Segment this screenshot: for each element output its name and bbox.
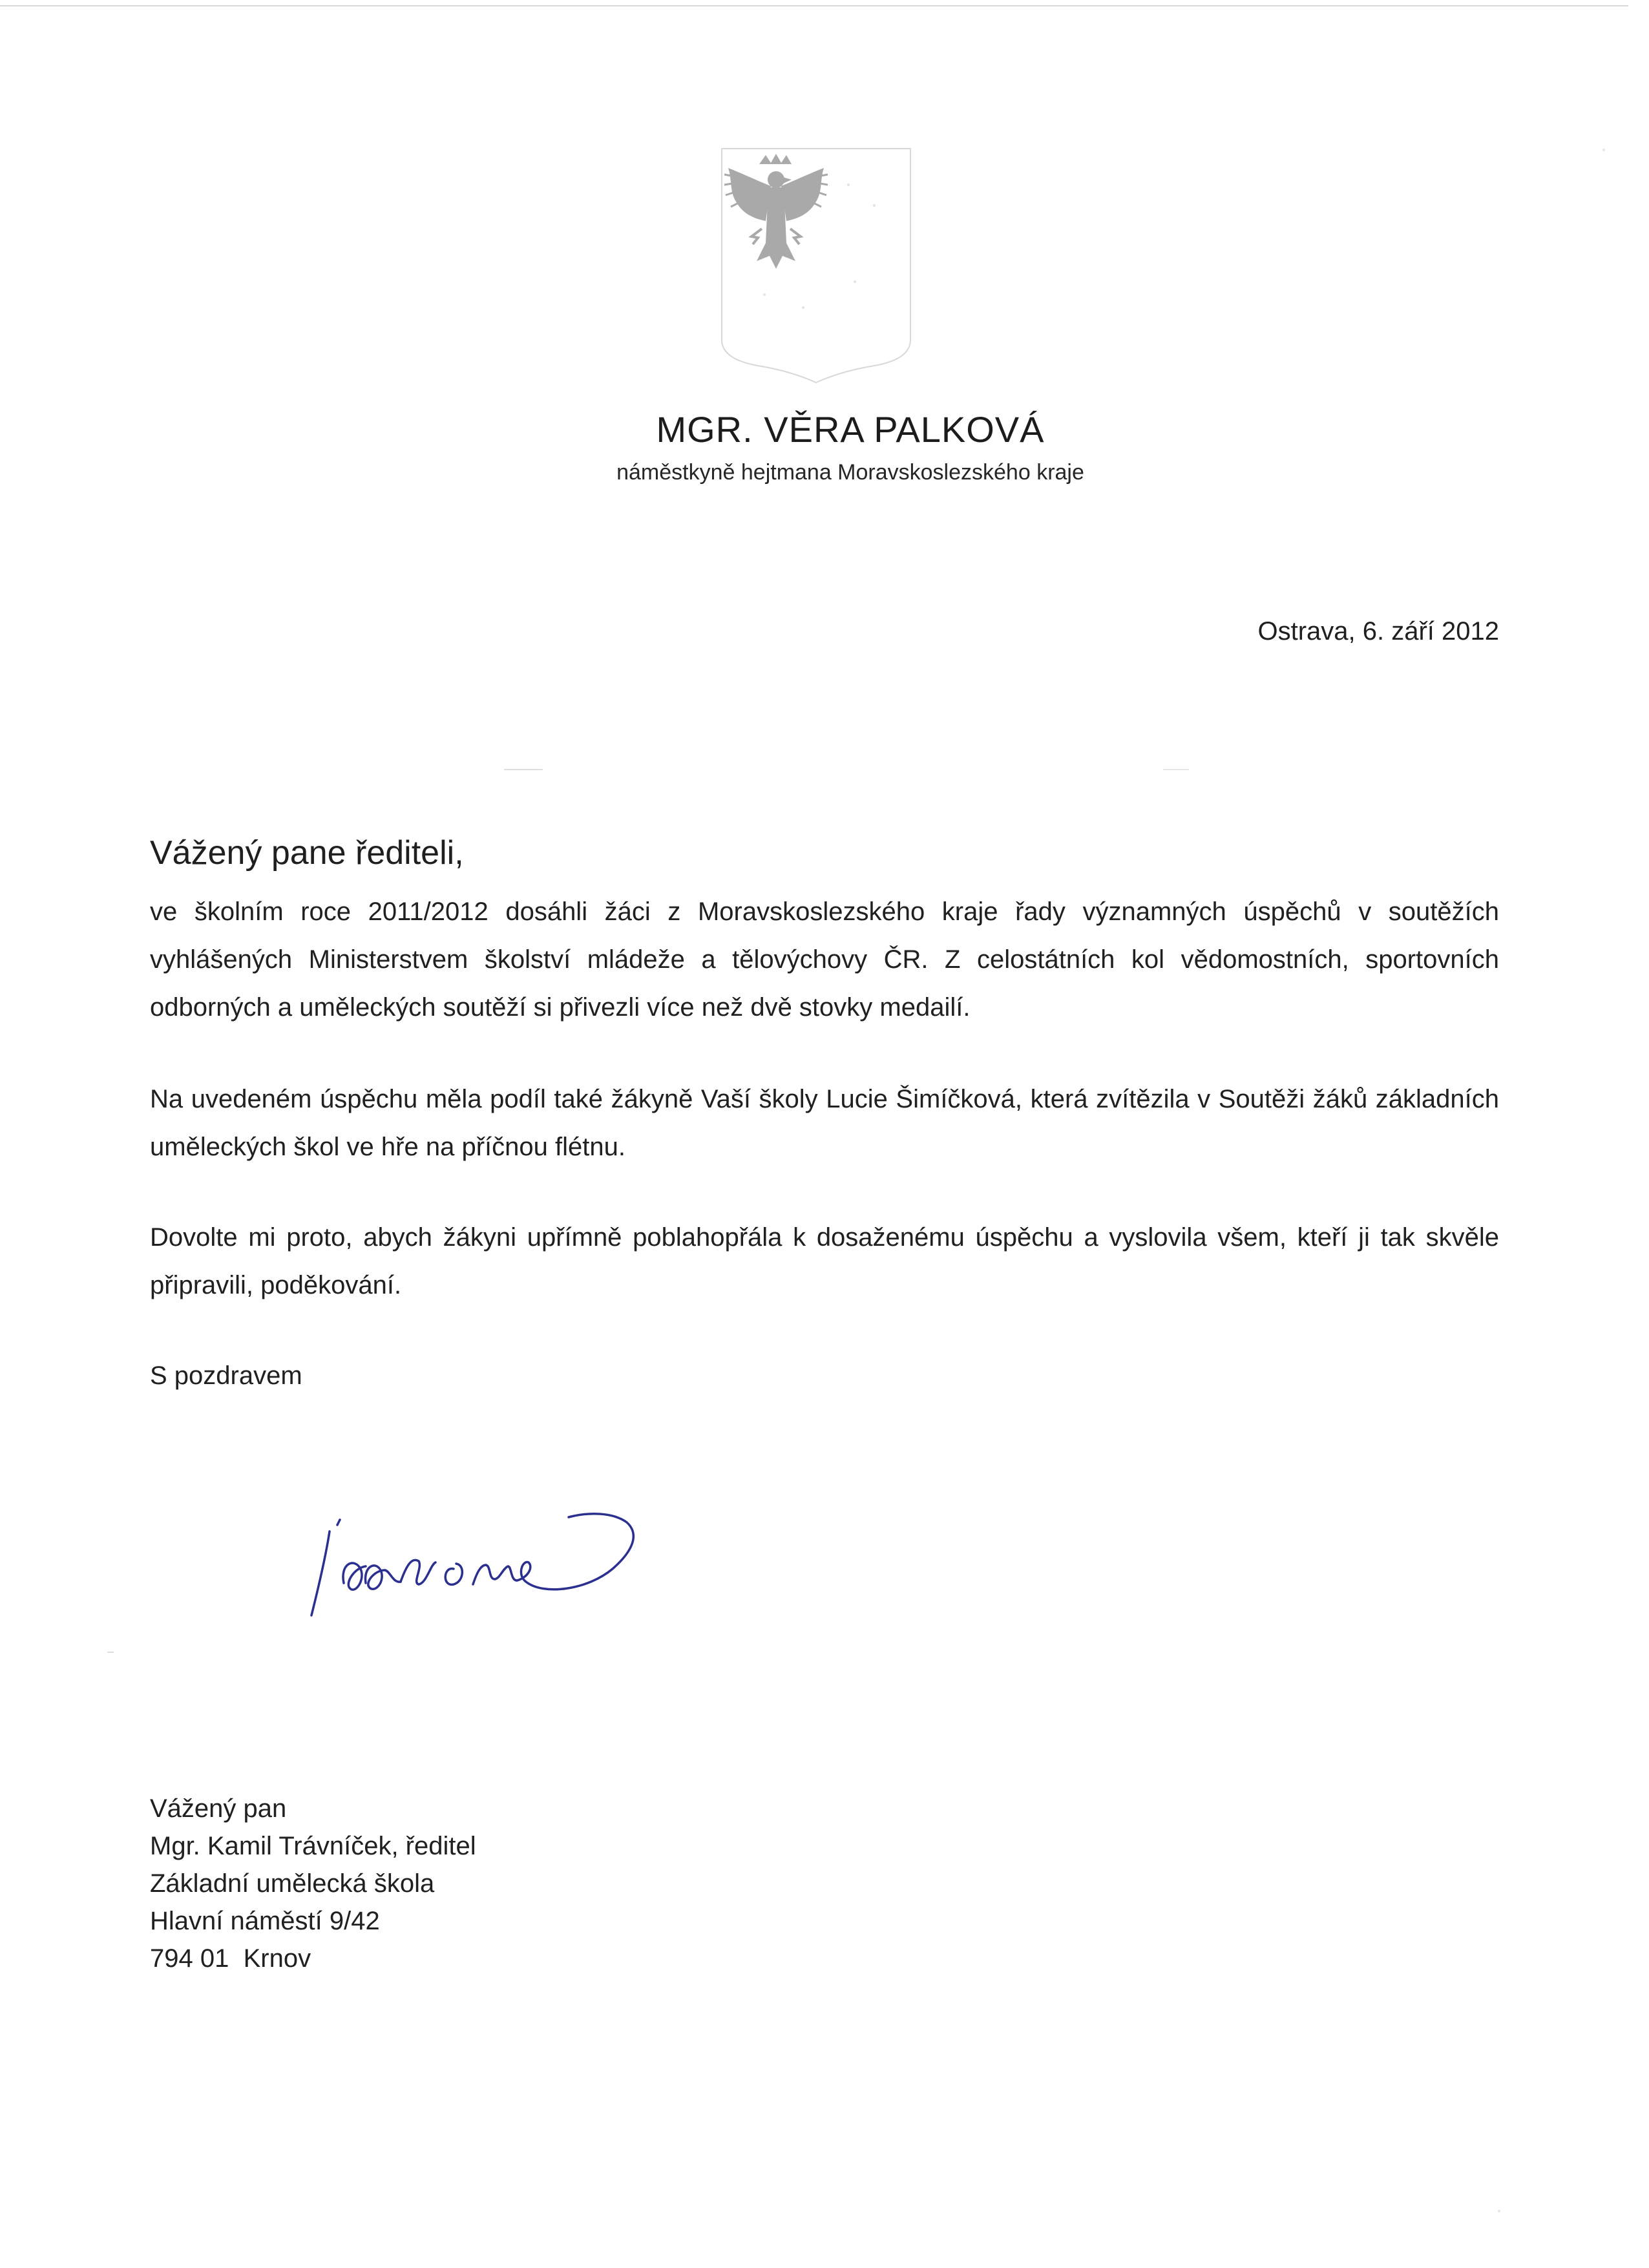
address-line-1: Vážený pan [150,1794,287,1823]
date-line: Ostrava, 6. září 2012 [1257,617,1499,646]
sender-name: MGR. VĚRA PALKOVÁ [656,409,1045,450]
body-paragraph-2: Na uvedeném úspěchu měla podíl také žákyně Vaší školy Lucie Šimíčková, která zvítězila v Soutěži žáků základních uměleckých škol ve hře na příčnou flétnu. [150,1085,1499,1161]
scan-speck [1498,2210,1500,2212]
scan-speck [1602,149,1605,151]
address-line-4: Hlavní náměstí 9/42 [150,1907,380,1935]
closing: S pozdravem [150,1361,302,1390]
handwritten-signature [304,1486,640,1641]
scan-speck [1163,769,1189,770]
sender-title: náměstkyně hejtmana Moravskoslezského kraje [616,460,1084,485]
coat-of-arms-emblem [719,146,913,385]
address-line-3: Základní umělecká škola [150,1869,435,1898]
top-scan-edge [0,5,1628,6]
scan-speck [504,769,543,770]
body-paragraph-3: Dovolte mi proto, abych žákyni upřímně poblahopřála k dosaženému úspěchu a vyslovila všem, kteří ji tak skvěle připravili, poděkování. [150,1223,1499,1299]
address-line-5: 794 01 Krnov [150,1944,311,1973]
salutation: Vážený pane řediteli, [150,834,464,872]
address-line-2: Mgr. Kamil Trávníček, ředitel [150,1832,476,1860]
scan-speck [107,1652,114,1653]
body-paragraph-1: ve školním roce 2011/2012 dosáhli žáci z Moravskoslezského kraje řady významných úspěchů v soutěžích vyhlášených Ministerstvem školství mládeže a tělovýchovy ČR. Z celostátních kol vědomostních, sportovních odborných a uměleckých soutěží si přivezli více než dvě stovky medailí. [150,898,1499,1022]
recipient-address [150,1790,476,1977]
